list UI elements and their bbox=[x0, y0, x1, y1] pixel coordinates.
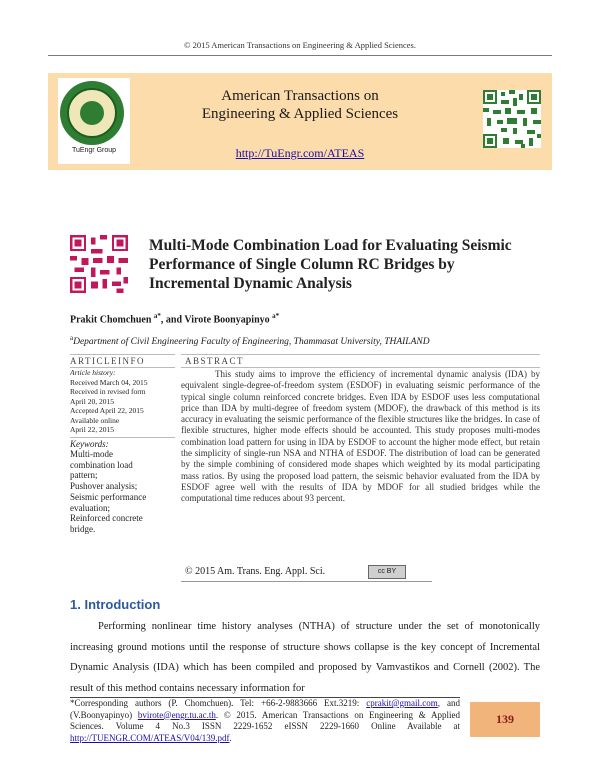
history-line: Accepted April 22, 2015 bbox=[70, 406, 144, 415]
keyword-line: Reinforced concrete bbox=[70, 513, 143, 524]
keyword-line: Pushover analysis; bbox=[70, 481, 138, 492]
history-line: Received March 04, 2015 bbox=[70, 377, 148, 387]
logo-text: TuEngr Group bbox=[71, 147, 117, 154]
article-info-panel bbox=[70, 368, 175, 535]
footnote-end: . bbox=[229, 732, 232, 743]
email-link-boonyapinyo[interactable]: bvirote@engr.tu.ac.th bbox=[137, 709, 216, 720]
footnote bbox=[70, 698, 460, 744]
abstract-bottom-rule bbox=[181, 581, 432, 582]
article-history-label: Article history: bbox=[70, 368, 116, 377]
abstract-rule bbox=[181, 367, 540, 368]
keyword-line: evaluation; bbox=[70, 502, 110, 513]
keyword-line: Seismic performance bbox=[70, 491, 147, 502]
abstract-text: This study aims to improve the efficiency of incremental dynamic analysis (IDA) by equivalent single-degree-of-freedom system (ESDOF) in evaluating seismic performance of the typical single column reinforced concrete bridges. Even IDA by ESDOF uses less computational price than IDA by multi-degree of freedom system (MDOF), the drawback of this method is its accuracy in evaluating the seismic performance of the flexible structures like the bridges. In case of flexible structures, higher mode effects should be accounted. This study proposes multi-modes combination load pattern for using in IDA by ESDOF to account the higher mode effect, but retain the simplicity of single-run NSA and NTHA of ESDOF. The distribution of load can be generated by the simple combining of considered mode shapes which weighted by its modal participating mass ratios. By using the proposed load pattern, the seismic behavior evaluated from the IDA by ESDOF agree well with the results of IDA by MDOF for all studied bridges while the computational time reduces about 93 percent. bbox=[181, 369, 540, 504]
affiliation bbox=[70, 334, 540, 347]
paper-qr-code-icon bbox=[70, 235, 128, 293]
footnote-mid: , and (V.Boonyapinyo) bbox=[70, 698, 461, 720]
author-1-mark: a* bbox=[153, 312, 161, 320]
section-heading-introduction: 1. Introduction bbox=[70, 597, 161, 612]
affiliation-text: Department of Civil Engineering Faculty of Engineering, Thammasat University, THAILAND bbox=[73, 337, 430, 348]
introduction-paragraph: Performing nonlinear time history analyses (NTHA) of structure under the set of monotonically increasing ground motions until the response of structure shows collapse is the key concept of Incremental Dynamic Analysis (IDA) which has been compiled and proposed by Vamvastikos and Cornell (2002). The result of this method contains necessary information for bbox=[70, 621, 540, 694]
abstract-heading: ABSTRACT bbox=[185, 356, 245, 366]
footnote-line1: *Corresponding authors (P. Chomchuen). Tel: +66-2-9883666 Ext.3219: bbox=[70, 698, 360, 708]
journal-qr-code-icon bbox=[483, 90, 541, 148]
authors bbox=[70, 312, 279, 325]
history-line: Received in revised form bbox=[70, 387, 146, 396]
logo-core-icon bbox=[80, 101, 104, 125]
author-2-mark: a* bbox=[272, 312, 280, 320]
journal-title bbox=[140, 87, 460, 123]
header-copyright: © 2015 American Transactions on Engineering & Applied Sciences. bbox=[184, 40, 416, 50]
history-line: April 22, 2015 bbox=[70, 425, 114, 434]
article-info-heading: ARTICLEINFO bbox=[70, 356, 145, 366]
author-2: Virote Boonyapinyo bbox=[184, 314, 270, 326]
email-link-chomchuen[interactable]: cprakit@gmail.com bbox=[366, 698, 438, 708]
keyword-line: bridge. bbox=[70, 523, 96, 534]
footnote-after: . © 2015. American Transactions on Engineering & Applied Sciences. Volume 4 No.3 ISSN 2229-1652 eISSN 2229-1660 Online Available at bbox=[70, 709, 460, 732]
journal-title-line2: Engineering & Applied Sciences bbox=[201, 106, 399, 122]
author-1: Prakit Chomchuen bbox=[70, 314, 152, 326]
article-info-top-rule bbox=[70, 354, 175, 355]
history-line: Available online bbox=[70, 415, 120, 425]
paper-pdf-link[interactable]: http://TUENGR.COM/ATEAS/V04/139.pdf bbox=[70, 732, 230, 743]
keyword-line: combination load bbox=[70, 459, 133, 470]
header-rule bbox=[48, 55, 552, 56]
history-line: April 20, 2015 bbox=[70, 396, 114, 406]
affiliation-mark: a bbox=[70, 334, 74, 342]
author-separator: , and bbox=[160, 314, 185, 326]
abstract-top-rule bbox=[181, 354, 540, 355]
keyword-line: Multi-mode bbox=[70, 449, 113, 459]
journal-url-link[interactable]: http://TuEngr.com/ATEAS bbox=[235, 146, 365, 160]
keyword-line: pattern; bbox=[70, 470, 98, 481]
paper-title: Multi-Mode Combination Load for Evaluating Seismic Performance of Single Column RC Bridges by Incremental Dynamic Analysis bbox=[149, 237, 512, 292]
cc-license-icon[interactable]: cc BY bbox=[368, 565, 406, 579]
journal-title-line1: American Transactions on bbox=[221, 88, 379, 104]
keywords-rule bbox=[70, 437, 175, 438]
keywords-label: Keywords: bbox=[70, 438, 109, 449]
abstract-copyright: © 2015 Am. Trans. Eng. Appl. Sci. bbox=[185, 566, 326, 577]
page-number: 139 bbox=[470, 702, 540, 737]
